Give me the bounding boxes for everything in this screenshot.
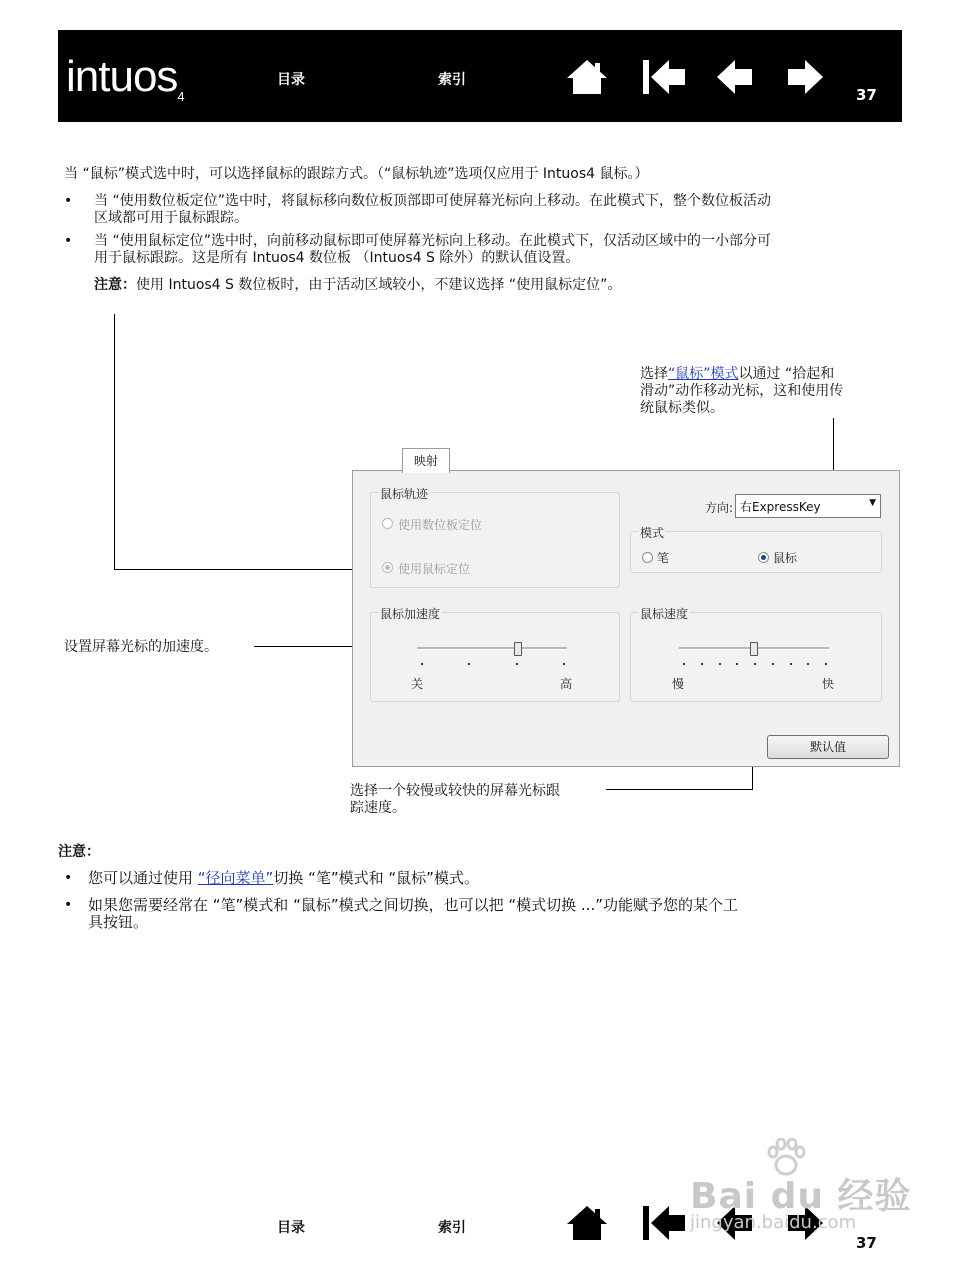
notes-item-1-pre: 您可以通过使用 [88, 869, 198, 887]
note-paragraph [94, 277, 621, 294]
tablet-position-radio[interactable] [382, 518, 393, 529]
home-icon[interactable] [566, 58, 608, 96]
notes-item-1 [88, 870, 479, 887]
mode-callout-line2: 滑动”动作移动光标，这和使用传 [640, 383, 844, 399]
page-number-top: 37 [856, 86, 877, 104]
speed-callout-line1: 选择一个较慢或较快的屏幕光标跟 [350, 783, 560, 799]
speed-slider-thumb[interactable] [750, 642, 758, 656]
bullet-2 [94, 233, 771, 267]
first-page-icon[interactable] [643, 1204, 687, 1242]
accel-group-label: 鼠标加速度 [380, 607, 441, 621]
speed-group-label: 鼠标速度 [640, 607, 689, 621]
accel-high-label: 高 [560, 677, 573, 691]
radial-menu-link[interactable]: “径向菜单” [197, 869, 274, 887]
slider-tick [754, 663, 756, 665]
tracking-group-label: 鼠标轨迹 [380, 487, 429, 501]
slider-tick [790, 663, 792, 665]
intro-paragraph: 当 “鼠标”模式选中时，可以选择鼠标的跟踪方式。（“鼠标轨迹”选项仅应用于 Intuos4 鼠标。） [64, 166, 649, 182]
watermark-url: jingyan.baidu.com [690, 1212, 857, 1233]
accel-callout: 设置屏幕光标的加速度。 [64, 639, 218, 655]
notes-item-2-line2: 具按钮。 [88, 913, 149, 931]
speed-group [630, 612, 882, 702]
bullet-2-line1: 当 “使用鼠标定位”选中时，向前移动鼠标即可使屏幕光标向上移动。在此模式下，仅活动区域中的一小部分可 [94, 233, 771, 249]
tablet-position-label: 使用数位板定位 [398, 518, 483, 532]
mode-group-label: 模式 [640, 526, 665, 540]
mouse-mode-radio[interactable] [758, 552, 769, 563]
speed-callout-line2: 踪速度。 [350, 800, 406, 816]
mode-callout-pre: 选择 [640, 366, 668, 382]
notes-item-1-post: 切换 “笔”模式和 “鼠标”模式。 [273, 869, 479, 887]
footer-index-link[interactable]: 索引 [438, 1220, 466, 1236]
notes-item-2 [88, 897, 738, 931]
slider-tick [825, 663, 827, 665]
bullet-dot: • [64, 233, 73, 249]
bullet-1-line2: 区域都可用于鼠标跟踪。 [94, 210, 248, 226]
bullet-dot: • [64, 870, 73, 886]
pen-mode-radio[interactable] [642, 552, 653, 563]
slider-tick [683, 663, 685, 665]
slider-tick [421, 663, 423, 665]
slider-tick [807, 663, 809, 665]
orientation-value: 右ExpressKey [740, 500, 821, 514]
next-page-icon[interactable] [786, 58, 824, 96]
speed-callout [350, 783, 560, 817]
accel-low-label: 关 [411, 677, 424, 691]
slider-tick [563, 663, 565, 665]
slider-tick [468, 663, 470, 665]
bullet-dot: • [64, 897, 73, 913]
tab-mapping[interactable]: 映射 [402, 448, 450, 473]
orientation-select[interactable] [735, 494, 881, 518]
slider-tick [736, 663, 738, 665]
brand-logo: intuos$_4$ [66, 52, 185, 104]
pen-mode-label: 笔 [657, 551, 670, 565]
watermark-text: Bai du 经验 [690, 1176, 912, 1217]
first-page-icon[interactable] [643, 58, 687, 96]
mode-callout-post: 以通过 “拾起和 [738, 366, 835, 382]
note-text: 使用 Intuos4 S 数位板时，由于活动区域较小，不建议选择 “使用鼠标定位”。 [136, 277, 622, 293]
nav-toc-link[interactable]: 目录 [277, 72, 305, 88]
bullet-1-line1: 当 “使用数位板定位”选中时，将鼠标移向数位板顶部即可使屏幕光标向上移动。在此模式下，整个数位板活动 [94, 193, 771, 209]
note-label: 注意： [94, 277, 136, 293]
chevron-down-icon: ▼ [869, 498, 876, 508]
mouse-position-label: 使用鼠标定位 [398, 562, 471, 576]
home-icon[interactable] [566, 1204, 608, 1242]
bullet-2-line2: 用于鼠标跟踪。这是所有 Intuos4 数位板 （Intuos4 S 除外）的默认值设置。 [94, 250, 580, 266]
slider-tick [516, 663, 518, 665]
mouse-mode-label: 鼠标 [773, 551, 798, 565]
bullet-1 [94, 193, 771, 227]
mouse-mode-link[interactable]: “鼠标”模式 [668, 366, 739, 382]
bullet-dot: • [64, 193, 73, 209]
speed-low-label: 慢 [672, 677, 685, 691]
footer-toc-link[interactable]: 目录 [277, 1220, 305, 1236]
orientation-label: 方向: [705, 501, 734, 515]
leader-line-tracking-vertical [114, 314, 115, 570]
leader-line-speed-horizontal [606, 789, 753, 790]
mouse-position-radio[interactable] [382, 562, 393, 573]
nav-index-link[interactable]: 索引 [438, 72, 466, 88]
slider-tick [701, 663, 703, 665]
accel-slider-track[interactable] [417, 647, 567, 650]
previous-page-icon[interactable] [716, 58, 754, 96]
notes-title: 注意： [58, 844, 100, 860]
leader-line-tracking-horizontal [114, 569, 376, 570]
speed-high-label: 快 [822, 677, 835, 691]
slider-tick [719, 663, 721, 665]
notes-item-2-line1: 如果您需要经常在 “笔”模式和 “鼠标”模式之间切换，也可以把 “模式切换 ...”功能赋予您的某个工 [88, 896, 739, 914]
accel-group [370, 612, 620, 702]
page-number-bottom: 37 [856, 1234, 877, 1252]
slider-tick [772, 663, 774, 665]
mode-callout [640, 366, 843, 417]
accel-slider-thumb[interactable] [514, 642, 522, 656]
default-button[interactable]: 默认值 [767, 735, 889, 759]
mode-callout-line3: 统鼠标类似。 [640, 400, 724, 416]
